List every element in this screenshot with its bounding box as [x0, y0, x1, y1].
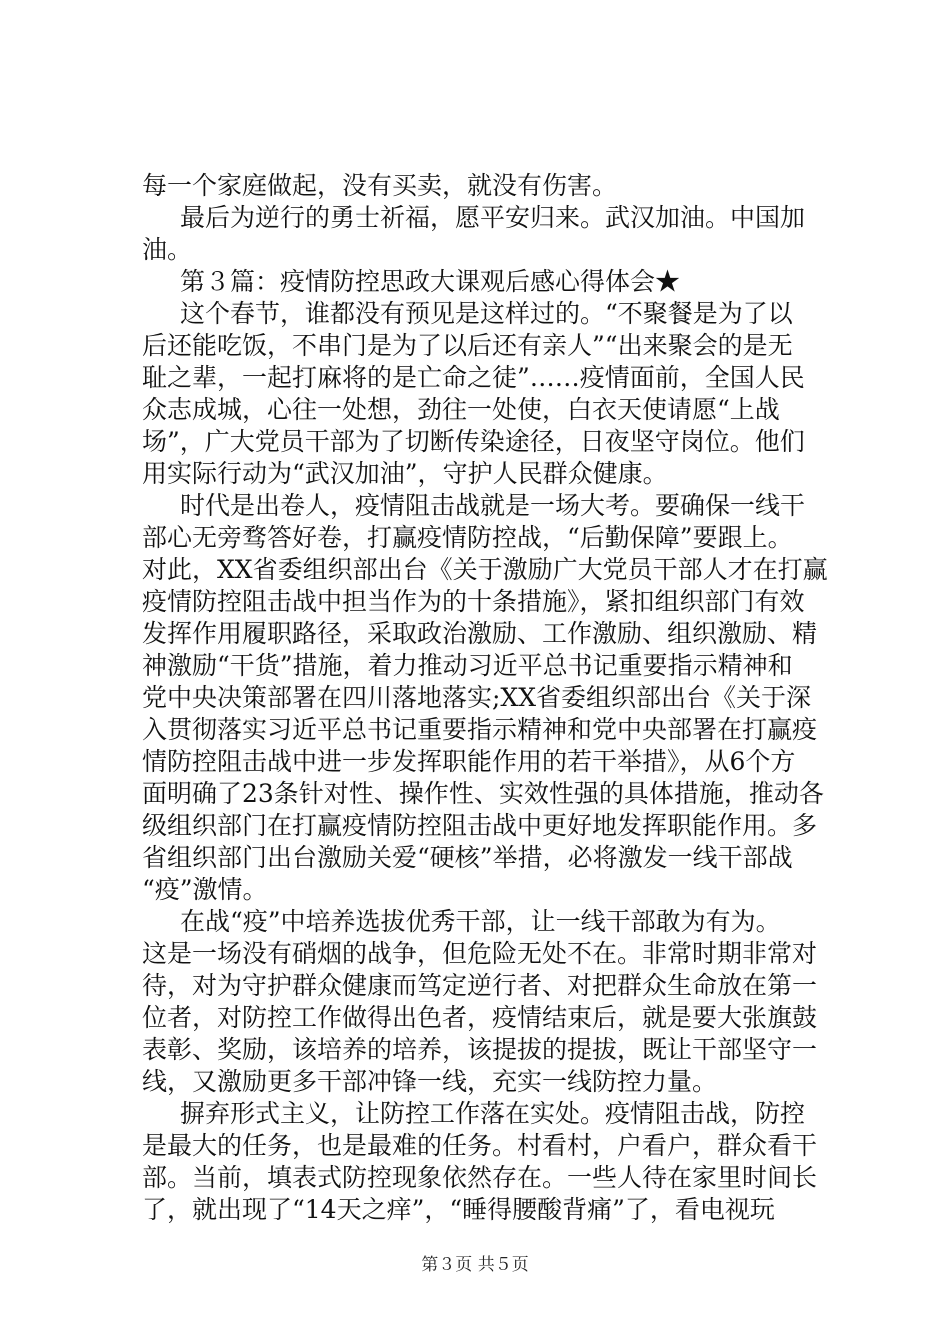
text-line: 油。 [142, 235, 193, 264]
text-line: 时代是出卷人，疫情阻击战就是一场大考。要确保一线干 [180, 491, 806, 520]
text-line: 党中央决策部署在四川落地落实;XX省委组织部出台《关于深 [142, 683, 812, 712]
text-line: 面明确了23条针对性、操作性、实效性强的具体措施，推动各 [142, 779, 824, 808]
text-line: 在战“疫”中培养选拔优秀干部，让一线干部敢为有为。 [180, 907, 781, 936]
text-line: 这个春节，谁都没有预见是这样过的。“不聚餐是为了以 [180, 299, 793, 328]
text-line: 省组织部门出台激励关爱“硬核”举措，必将激发一线干部战 [142, 843, 793, 872]
text-line: 场”，广大党员干部为了切断传染途径，日夜坚守岗位。他们 [142, 427, 805, 456]
text-line: 用实际行动为“武汉加油”，守护人民群众健康。 [142, 459, 668, 488]
text-line: 对此，XX省委组织部出台《关于激励广大党员干部人才在打赢 [142, 555, 828, 584]
document-body [142, 170, 842, 1226]
text-line: 耻之辈，一起打麻将的是亡命之徒”……疫情面前，全国人民 [142, 363, 805, 392]
text-line: 部。当前，填表式防控现象依然存在。一些人待在家里时间长 [142, 1163, 818, 1192]
text-line: 待，对为守护群众健康而笃定逆行者、对把群众生命放在第一 [142, 971, 818, 1000]
text-line: 最后为逆行的勇士祈福，愿平安归来。武汉加油。中国加 [180, 203, 806, 232]
page-number: 第３页 共５页 [421, 1255, 529, 1275]
text-line: 级组织部门在打赢疫情防控阻击战中更好地发挥职能作用。多 [142, 811, 818, 840]
text-line: “疫”激情。 [142, 875, 268, 904]
text-line: 神激励“干货”措施，着力推动习近平总书记重要指示精神和 [142, 651, 793, 680]
text-line: 发挥作用履职路径，采取政治激励、工作激励、组织激励、精 [142, 619, 818, 648]
page-footer [0, 1254, 950, 1276]
text-line: 后还能吃饭，不串门是为了以后还有亲人”“出来聚会的是无 [142, 331, 793, 360]
text-line: 位者，对防控工作做得出色者，疫情结束后，就是要大张旗鼓 [142, 1003, 818, 1032]
text-line: 是最大的任务，也是最难的任务。村看村，户看户，群众看干 [142, 1131, 818, 1160]
text-line: 了，就出现了“14天之痒”，“睡得腰酸背痛”了，看电视玩 [142, 1195, 775, 1224]
text-line: 众志成城，心往一处想，劲往一处使，白衣天使请愿“上战 [142, 395, 780, 424]
text-line: 这是一场没有硝烟的战争，但危险无处不在。非常时期非常对 [142, 939, 818, 968]
text-line: 部心无旁骛答好卷，打赢疫情防控战，“后勤保障”要跟上。 [142, 523, 793, 552]
text-line: 线，又激励更多干部冲锋一线，充实一线防控力量。 [142, 1067, 718, 1096]
text-line: 每一个家庭做起，没有买卖，就没有伤害。 [142, 171, 618, 200]
section-heading: 第３篇：疫情防控思政大课观后感心得体会★ [180, 267, 681, 296]
text-line: 摒弃形式主义，让防控工作落在实处。疫情阻击战，防控 [180, 1099, 806, 1128]
text-line: 疫情防控阻击战中担当作为的十条措施》，紧扣组织部门有效 [142, 587, 805, 616]
text-line: 入贯彻落实习近平总书记重要指示精神和党中央部署在打赢疫 [142, 715, 818, 744]
text-line: 情防控阻击战中进一步发挥职能作用的若干举措》，从6个方 [142, 747, 796, 776]
text-line: 表彰、奖励，该培养的培养，该提拔的提拔，既让干部坚守一 [142, 1035, 818, 1064]
